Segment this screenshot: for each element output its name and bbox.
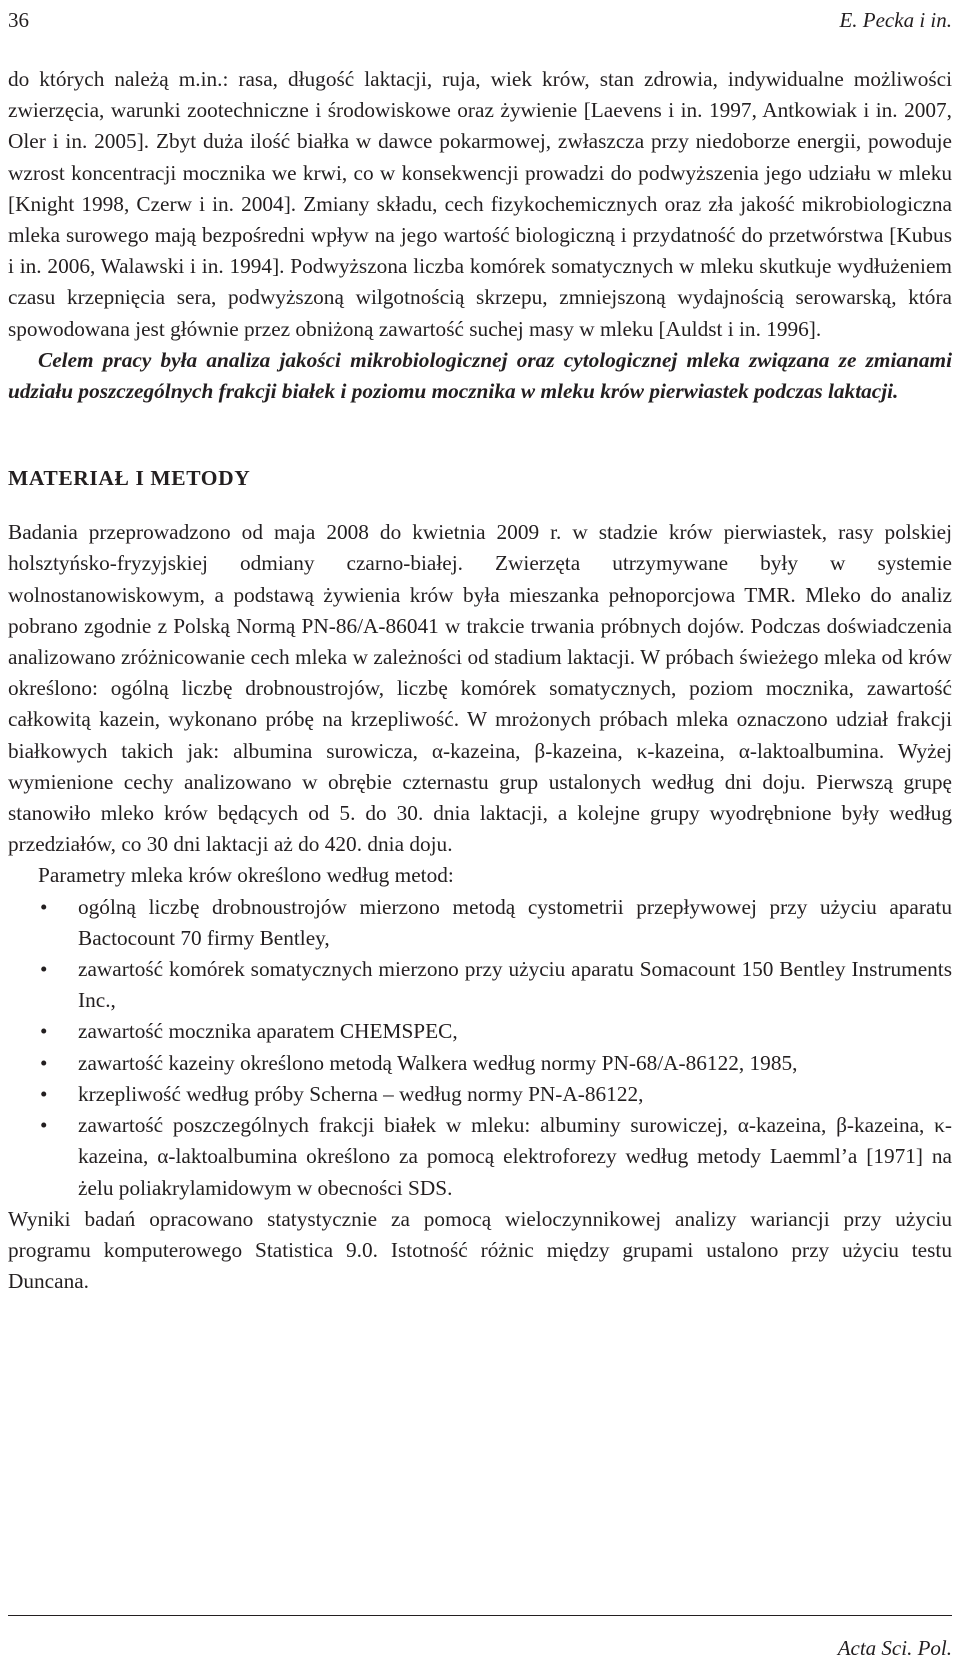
bullet-marker: • [40, 957, 48, 982]
list-item [8, 1110, 952, 1204]
list-item [8, 1048, 952, 1079]
list-item-text: zawartość poszczególnych frakcji białek w mleku: albuminy surowiczej, α-kazeina, β-kazeina, κ-kazeina, α-laktoalbumina określono za pomocą elektroforezy według metody Laemml’a [1971] na żelu poliakrylamidowym w obecności SDS. [78, 1113, 952, 1200]
list-item [8, 892, 952, 954]
list-item [8, 954, 952, 1016]
article-body [8, 64, 952, 1297]
bullet-marker: • [40, 1050, 48, 1075]
page-number: 36 [8, 8, 29, 32]
list-item-text: zawartość komórek somatycznych mierzono przy użyciu aparatu Somacount 150 Bentley Instruments Inc., [78, 957, 952, 1013]
list-item [8, 1016, 952, 1047]
list-item-text: zawartość kazeiny określono metodą Walkera według normy PN-68/A-86122, 1985, [78, 1050, 798, 1075]
bullet-marker: • [40, 1113, 48, 1138]
footer-rule [8, 1615, 952, 1616]
params-intro: Parametry mleka krów określono według metod: [38, 863, 454, 888]
bullet-marker: • [40, 1081, 48, 1106]
statistics-paragraph: Wyniki badań opracowano statystycznie za pomocą wieloczynnikowej analizy wariancji przy użyciu programu komputerowego Statistica 9.0. Istotność różnic między grupami ustalono przy użyciu testu Duncana. [8, 1206, 952, 1294]
list-item-text: zawartość mocznika aparatem CHEMSPEC, [78, 1019, 458, 1044]
list-item-text: ogólną liczbę drobnoustrojów mierzono metodą cystometrii przepływowej przy użyciu aparatu Bactocount 70 firmy Bentley, [78, 894, 952, 950]
methods-list [8, 892, 952, 1204]
methods-paragraph: Badania przeprowadzono od maja 2008 do kwietnia 2009 r. w stadzie krów pierwiastek, rasy polskiej holsztyńsko-fryzyjskiej odmiany czarno-białej. Zwierzęta utrzymywane były w systemie wolnostanowiskowym, a podstawą żywienia krów była mieszanka pełnoporcjowa TMR. Mleko do analiz pobrano zgodnie z Polską Normą PN-86/A-86041 w trakcie trwania próbnych dojów. Podczas doświadczenia analizowano zróżnicowanie cech mleka w zależności od stadium laktacji. W próbach świeżego mleka od krów określono: ogólną liczbę drobnoustrojów, liczbę komórek somatycznych, poziom mocznika, zawartość całkowitą kazein, wykonano próbę na krzepliwość. W mrożonych próbach mleka oznaczono udział frakcji białkowych takich jak: albumina surowicza, α-kazeina, β-kazeina, κ-kazeina, α-laktoalbumina. Wyżej wymienione cechy analizowano w obrębie czternastu grup ustalonych według dni doju. Pierwszą grupę stanowiło mleko krów będących od 5. do 30. dnia laktacji, a kolejne grupy wyodrębnione były według przedziałów, co 30 dni laktacji aż do 420. dnia doju. [8, 520, 952, 857]
bullet-marker: • [40, 894, 48, 919]
list-item [8, 1079, 952, 1110]
list-item-text: krzepliwość według próby Scherna – według normy PN-A-86122, [78, 1081, 644, 1106]
running-authors: E. Pecka i in. [839, 8, 952, 32]
journal-footer: Acta Sci. Pol. [837, 1636, 952, 1660]
bullet-marker: • [40, 1019, 48, 1044]
aim-paragraph: Celem pracy była analiza jakości mikrobiologicznej oraz cytologicznej mleka związana ze zmianami udziału poszczególnych frakcji białek i poziomu mocznika w mleku krów pierwiastek podczas laktacji. [8, 347, 952, 404]
section-heading: MATERIAŁ I METODY [8, 466, 251, 491]
intro-paragraph: do których należą m.in.: rasa, długość laktacji, ruja, wiek krów, stan zdrowia, indywidualne możliwości zwierzęcia, warunki zootechniczne i środowiskowe oraz żywienie [Laevens i in. 1997, Antkowiak i in. 2007, Oler i in. 2005]. Zbyt duża ilość białka w dawce pokarmowej, zwłaszcza przy niedoborze energii, powoduje wzrost koncentracji mocznika we krwi, co w konsekwencji prowadzi do podwyższenia jego udziału w mleku [Knight 1998, Czerw i in. 2004]. Zmiany składu, cech fizykochemicznych oraz zła jakość mikrobiologiczna mleka surowego mają bezpośredni wpływ na jego wartość biologiczną i przydatność do przetwórstwa [Kubus i in. 2006, Walawski i in. 1994]. Podwyższona liczba komórek somatycznych w mleku skutkuje wydłużeniem czasu krzepnięcia sera, podwyższoną wilgotnością skrzepu, zmniejszoną wydajnością serowarską, która spowodowana jest głównie przez obniżoną zawartość suchej masy w mleku [Auldst i in. 1996]. [8, 67, 952, 341]
